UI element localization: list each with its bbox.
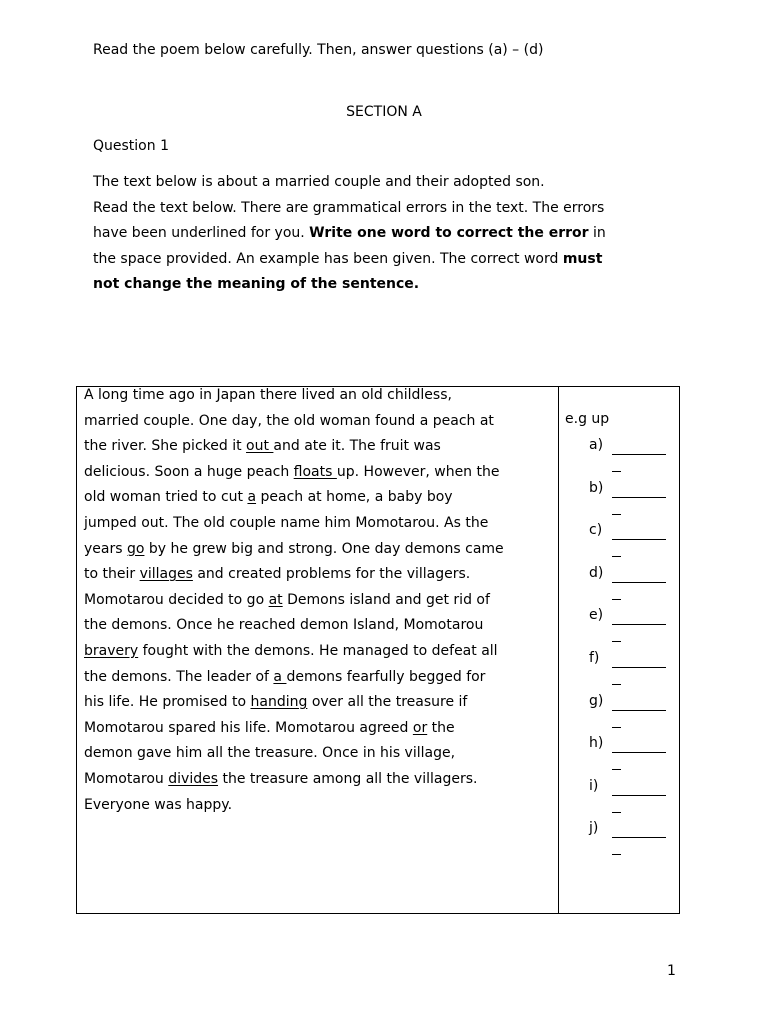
story-line [84,716,554,742]
question-label: Question 1 [93,138,169,154]
answer-label: g) [589,692,604,709]
answer-blank-continuation [612,854,621,855]
story-text: the river. She picked it [84,438,247,455]
answer-label: e) [589,607,604,624]
answer-label: i) [589,777,599,794]
answer-blank-continuation [612,599,621,600]
story-line: demon gave him all the treasure. Once in his village, [84,745,456,762]
story-text: the demons. The leader of [84,668,274,685]
intro-text: in [588,225,606,242]
story-line [84,665,554,691]
answer-blank[interactable] [612,624,666,625]
story-text: the [427,719,455,736]
underlined-error: or [412,719,428,736]
exercise-table [76,386,680,914]
intro-emphasis: must [562,250,603,267]
underlined-error: a [247,489,257,506]
answer-column [559,387,679,913]
story-line: A long time ago in Japan there lived an old childless, [84,387,452,403]
answer-label: j) [589,820,599,837]
intro-emphasis: not change the meaning of the sentence. [93,276,420,293]
story-text [84,383,554,818]
answer-blank-continuation [612,727,621,728]
story-text: and created problems for the villagers. [192,566,471,583]
intro-line [93,221,683,247]
underlined-error: go [126,540,145,557]
intro-line: Read the text below. There are grammatical errors in the text. The errors [93,199,605,216]
answer-label: d) [589,564,604,581]
answer-blank[interactable] [612,710,666,711]
answer-label: b) [589,479,604,496]
story-text: to their [84,566,140,583]
story-text: Demons island and get rid of [282,591,490,608]
underlined-error: villages [139,566,193,583]
story-text: Momotarou spared his life. Momotarou agreed [84,719,413,736]
story-text: by he grew big and strong. One day demons came [144,540,504,557]
story-text: over all the treasure if [307,694,468,711]
story-text: Momotarou [84,770,169,787]
page-number: 1 [667,963,676,979]
story-text: and ate it. The fruit was [273,438,441,455]
answer-blank[interactable] [612,539,666,540]
answer-label: f) [589,650,600,666]
story-text: peach at home, a baby boy [256,489,453,506]
underlined-error: out [246,438,274,455]
answer-label: h) [589,735,604,752]
story-text: up. However, when the [336,463,500,480]
intro-text: the space provided. An example has been given. The correct word [93,250,563,267]
story-text: the treasure among all the villagers. [218,770,478,787]
story-text: fought with the demons. He managed to defeat all [138,642,498,659]
story-text: old woman tried to cut [84,489,248,506]
story-line [84,562,554,588]
story-line [84,434,554,460]
story-text: delicious. Soon a huge peach [84,463,294,480]
story-text: demons fearfully begged for [286,668,486,685]
intro-emphasis: Write one word to correct the error [309,225,589,242]
question-intro [93,170,683,298]
story-line [84,690,554,716]
underlined-error: a [273,668,287,685]
intro-line [93,272,683,298]
example-answer: e.g up [565,411,610,427]
answer-blank-continuation [612,684,621,685]
underlined-error: floats [293,463,337,480]
underlined-error: divides [168,770,219,787]
answer-blank[interactable] [612,667,666,668]
intro-text: have been underlined for you. [93,225,310,242]
underlined-error: bravery [84,642,139,659]
underlined-error: at [268,591,283,608]
story-line [84,639,554,665]
story-text: years [84,540,127,557]
section-title: SECTION A [346,104,422,120]
story-line: the demons. Once he reached demon Island, Momotarou [84,617,484,634]
answer-blank[interactable] [612,795,666,796]
underlined-error: handing [250,694,308,711]
story-line: Everyone was happy. [84,796,233,813]
answer-label: a) [589,437,604,453]
intro-line [93,247,683,273]
answer-blank-continuation [612,514,621,515]
answer-blank-continuation [612,641,621,642]
answer-blank-continuation [612,769,621,770]
answer-blank-continuation [612,556,621,557]
story-line [84,460,554,486]
intro-line: The text below is about a married couple and their adopted son. [93,174,545,190]
answer-blank[interactable] [612,752,666,753]
instructions: Read the poem below carefully. Then, answer questions (a) – (d) [93,42,544,58]
story-line: jumped out. The old couple name him Momotarou. As the [84,514,489,531]
story-line [84,537,554,563]
story-line [84,588,554,614]
answer-blank[interactable] [612,497,666,498]
story-line: married couple. One day, the old woman found a peach at [84,412,494,429]
answer-blank[interactable] [612,837,666,838]
answer-blank-continuation [612,471,621,472]
story-text: Momotarou decided to go [84,591,269,608]
answer-blank[interactable] [612,454,666,455]
answer-blank-continuation [612,812,621,813]
story-line [84,485,554,511]
story-text: his life. He promised to [84,694,251,711]
story-line [84,767,554,793]
answer-label: c) [589,522,603,539]
answer-blank[interactable] [612,582,666,583]
